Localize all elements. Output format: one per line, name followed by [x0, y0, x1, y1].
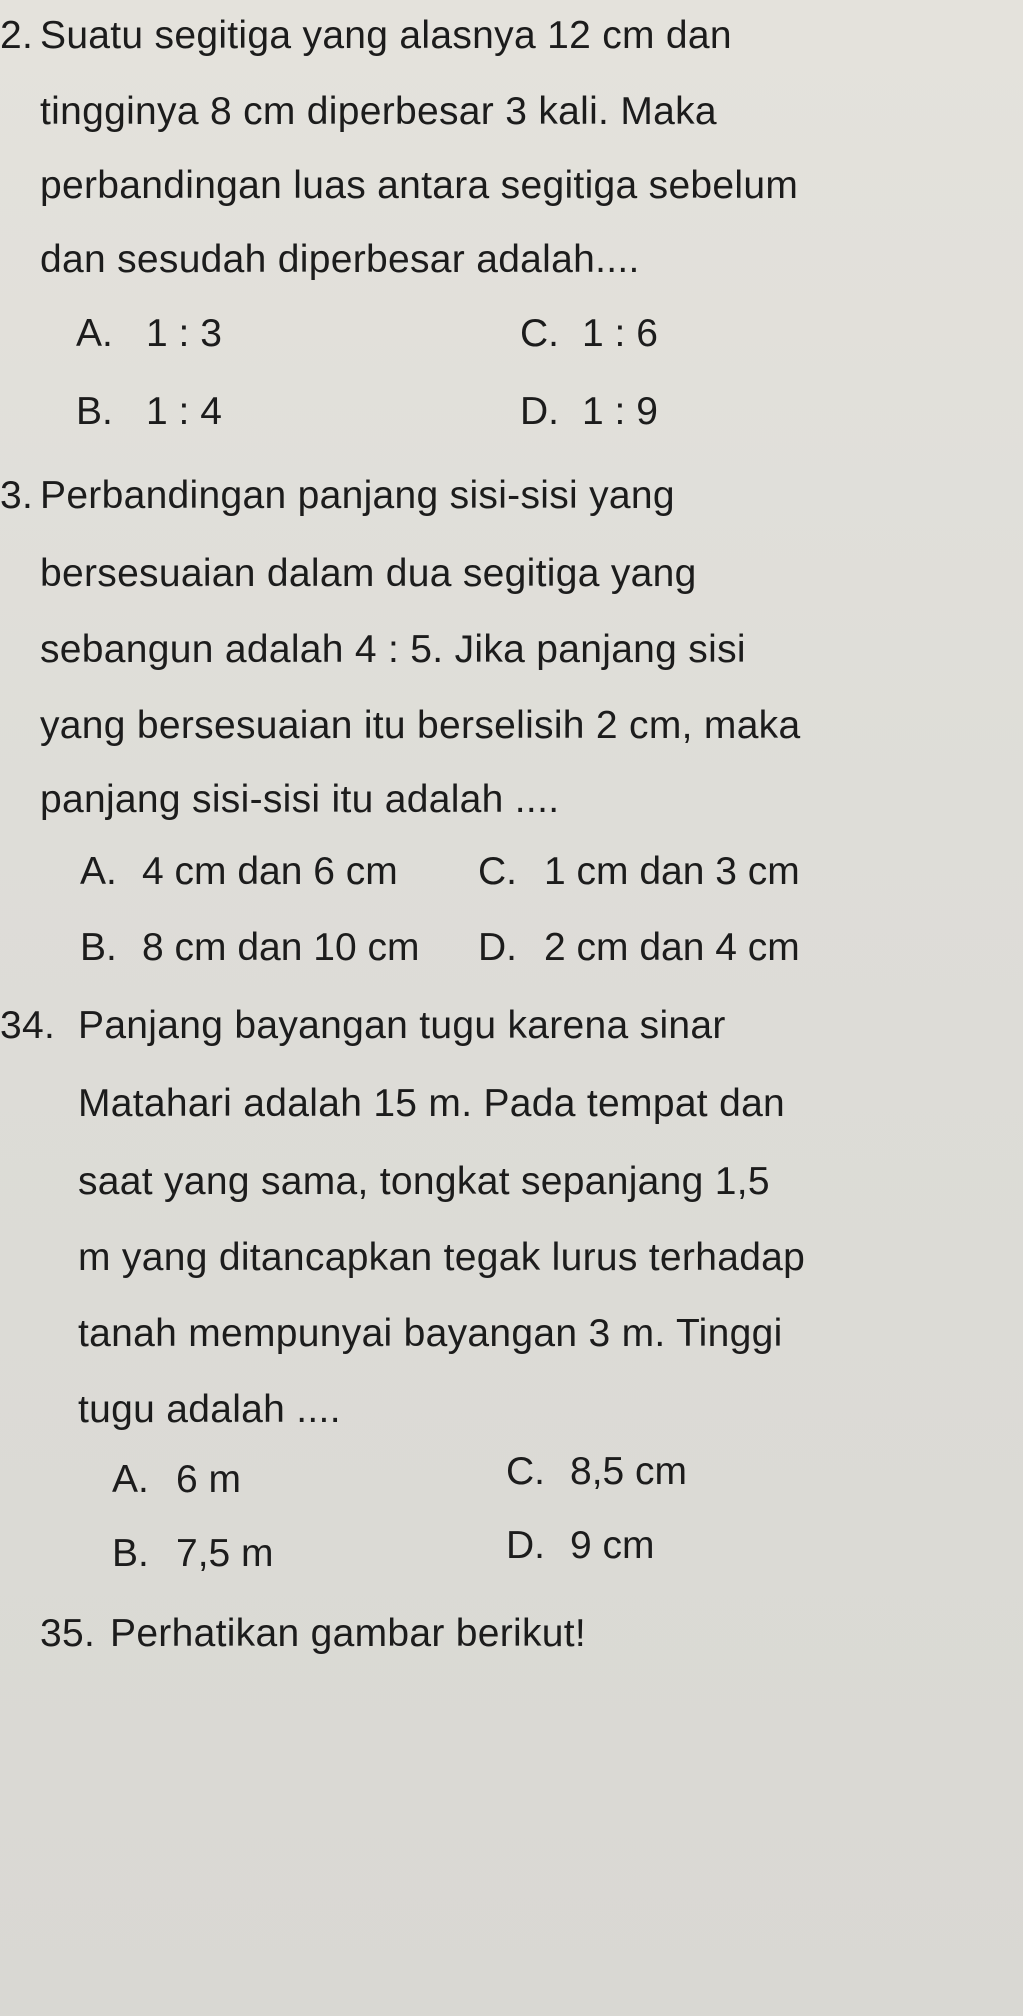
option-key: A. [76, 312, 113, 355]
question-number: 2. [0, 14, 34, 57]
option-key: B. [112, 1532, 149, 1575]
question-text-line: tugu adalah .... [78, 1388, 341, 1431]
option-key: D. [478, 926, 517, 969]
question-text-line: yang bersesuaian itu berselisih 2 cm, maka [40, 704, 801, 747]
option-text: 7,5 m [176, 1532, 274, 1575]
question-number: 35. [40, 1612, 96, 1655]
option-text: 1 : 9 [582, 390, 658, 433]
option-text: 1 cm dan 3 cm [544, 850, 800, 893]
option-text: 6 m [176, 1458, 242, 1501]
question-text-line: tingginya 8 cm diperbesar 3 kali. Maka [40, 90, 717, 133]
option-key: C. [520, 312, 559, 355]
option-text: 9 cm [570, 1524, 655, 1567]
question-text-line: Suatu segitiga yang alasnya 12 cm dan [40, 14, 732, 57]
question-text-line: sebangun adalah 4 : 5. Jika panjang sisi [40, 628, 746, 671]
option-text: 1 : 4 [146, 390, 222, 433]
option-key: D. [506, 1524, 545, 1567]
option-key: C. [506, 1450, 545, 1493]
question-text-line: tanah mempunyai bayangan 3 m. Tinggi [78, 1312, 783, 1355]
question-text-line: Matahari adalah 15 m. Pada tempat dan [78, 1082, 786, 1125]
question-number: 3. [0, 474, 34, 517]
option-text: 4 cm dan 6 cm [142, 850, 398, 893]
question-text-line: m yang ditancapkan tegak lurus terhadap [78, 1236, 806, 1279]
question-text-line: Panjang bayangan tugu karena sinar [78, 1004, 726, 1047]
option-text: 8 cm dan 10 cm [142, 926, 420, 969]
option-text: 2 cm dan 4 cm [544, 926, 800, 969]
option-text: 1 : 6 [582, 312, 658, 355]
question-number: 34. [0, 1004, 56, 1047]
option-key: C. [478, 850, 517, 893]
option-text: 1 : 3 [146, 312, 222, 355]
option-key: B. [80, 926, 117, 969]
question-text-line: Perbandingan panjang sisi-sisi yang [40, 474, 675, 517]
option-key: A. [112, 1458, 149, 1501]
question-text-line: dan sesudah diperbesar adalah.... [40, 238, 640, 281]
question-text-line: saat yang sama, tongkat sepanjang 1,5 [78, 1160, 770, 1203]
question-intro: Perhatikan gambar berikut! [110, 1612, 587, 1655]
option-key: B. [76, 390, 113, 433]
question-text-line: panjang sisi-sisi itu adalah .... [40, 778, 560, 821]
question-text-line: perbandingan luas antara segitiga sebelum [40, 164, 799, 207]
option-key: D. [520, 390, 559, 433]
option-text: 8,5 cm [570, 1450, 688, 1493]
question-text-line: bersesuaian dalam dua segitiga yang [40, 552, 697, 595]
option-key: A. [80, 850, 117, 893]
